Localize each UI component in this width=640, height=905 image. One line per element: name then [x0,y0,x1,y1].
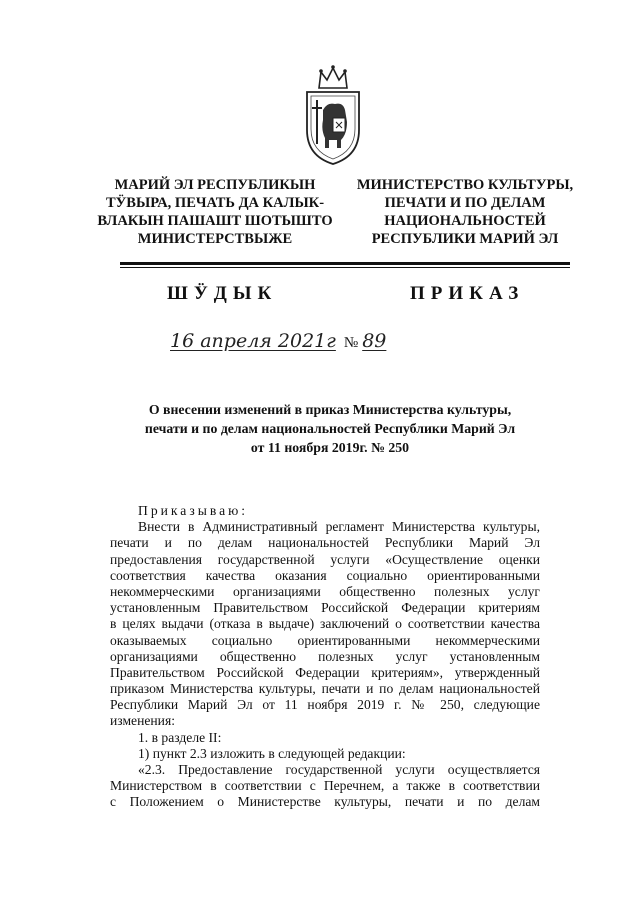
body-line: установленным Правительством Российской Федерации критериям [110,600,540,616]
title-line: печати и по делам национальностей Республики Марий Эл [144,421,516,436]
body-line: с Положением о Министерстве культуры, печати и по делам [110,794,540,810]
order-word: Приказываю: [138,503,249,518]
header-right-line: НАЦИОНАЛЬНОСТЕЙ [384,213,546,229]
header-left-line: МАРИЙ ЭЛ РЕСПУБЛИКЫН [114,177,316,193]
number-label: № [343,335,359,351]
body-line: «2.3. Предоставление государственной услуги осуществляется [138,762,540,777]
body-line: некоммерческими организациями общественно полезных услуг [110,583,540,599]
header-left-line: ВЛАКЫН ПАШАШТ ШОТЫШТО [97,213,333,229]
body-line: Министерством в соответствии с Перечнем, а также в соответствии [110,778,540,794]
body-line: Республики Марий Эл от 11 ноября 2019 г. № 250, следующие [110,697,540,713]
header-divider-thick [120,262,570,265]
body-line: организациями общественно полезных услуг установленным [110,648,540,664]
body-line: соответствия качества оказания социально ориентированными [110,567,540,583]
body-line: 1. в разделе II: [138,729,222,745]
doc-type-mari: ШӰДЫК [167,283,278,304]
ministry-name-mari [95,176,335,248]
header-divider-thin [120,267,570,268]
coat-of-arms-emblem [297,60,369,170]
document-title [110,400,550,457]
header-left-line: ТӰВЫРА, ПЕЧАТЬ ДА КАЛЫК- [105,195,325,211]
title-line: О внесении изменений в приказ Министерства культуры, [148,402,512,417]
body-line: 1) пункт 2.3 изложить в следующей редакции: [138,745,406,761]
body-line: изменения: [110,713,175,729]
body-line: оказываемых социально ориентированными некоммерческими [110,632,540,648]
body-line: приказом Министерства культуры, печати и по делам национальностей [110,681,540,697]
handwritten-number: 89 [362,330,387,352]
header-left-line: МИНИСТЕРСТВЫЖЕ [137,231,293,247]
ministry-name-russian [352,176,578,248]
handwritten-date: 16 апреля 2021г [170,330,336,352]
body-line: Внести в Административный регламент Министерства культуры, [138,519,540,535]
header-right-line: РЕСПУБЛИКИ МАРИЙ ЭЛ [371,231,559,247]
body-line: печати и по делам национальностей Республики Марий Эл [110,535,540,551]
body-line: Правительством Российской Федерации критериям», утвержденный [110,664,540,680]
header-right-line: МИНИСТЕРСТВО КУЛЬТУРЫ, [356,177,574,193]
document-body [110,503,540,811]
date-number-line [170,330,386,352]
body-line: в целях выдачи (отказа в выдаче) заключений о соответствии качества [110,616,540,632]
body-line: предоставления государственной услуги «Осуществление оценки [110,551,540,567]
title-line: от 11 ноября 2019г. № 250 [250,440,410,455]
header-right-line: ПЕЧАТИ И ПО ДЕЛАМ [384,195,546,211]
doc-type-russian: ПРИКАЗ [410,283,525,304]
